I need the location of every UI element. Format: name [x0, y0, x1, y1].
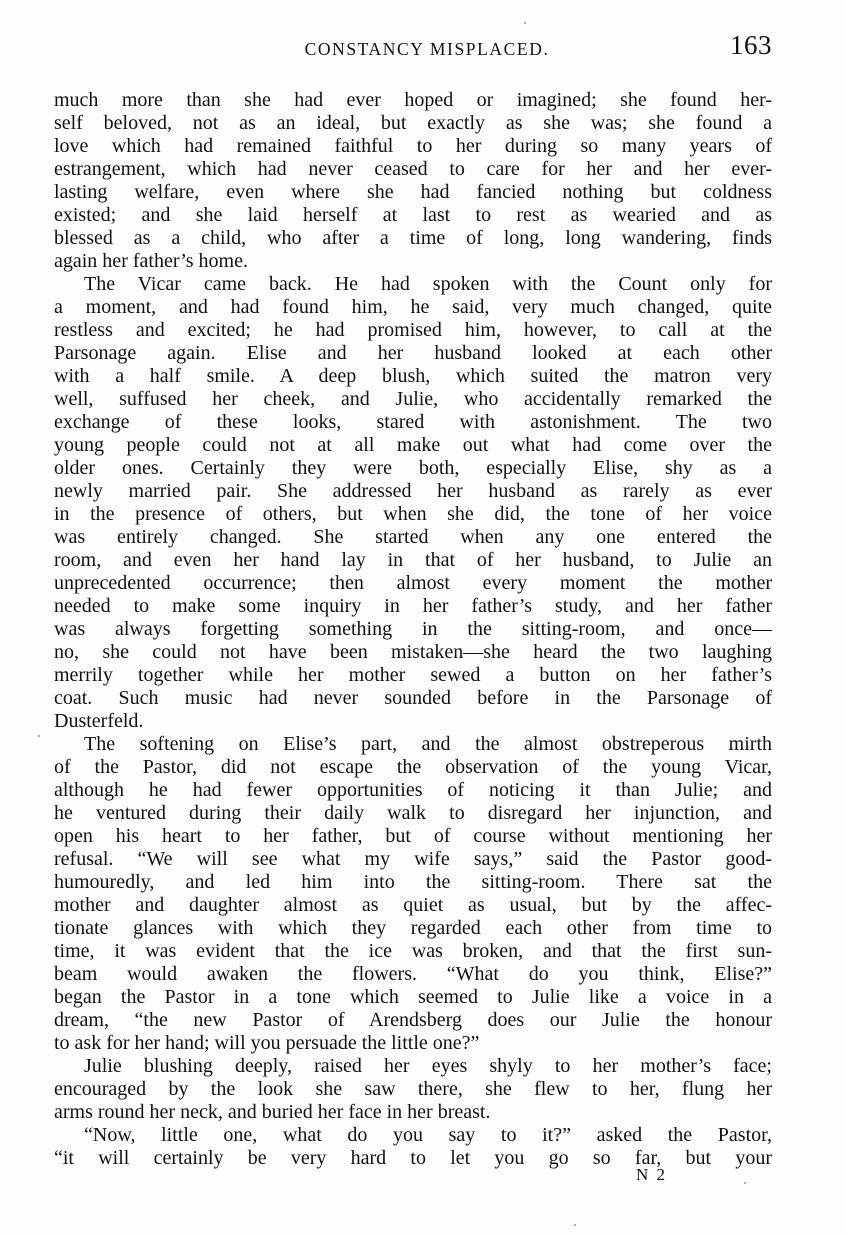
- text-line: he ventured during their daily walk to disregard her injunction, and: [54, 802, 772, 824]
- text-line: in the presence of others, but when she did, the tone of her voice: [54, 503, 772, 525]
- text-line: mother and daughter almost as quiet as usual, but by the affec-: [54, 894, 772, 916]
- print-speck: [524, 22, 526, 24]
- text-line: estrangement, which had never ceased to care for her and her ever-: [54, 158, 772, 180]
- text-line: newly married pair. She addressed her husband as rarely as ever: [54, 480, 772, 502]
- running-header: [54, 30, 772, 64]
- text-line: Julie blushing deeply, raised her eyes shyly to her mother’s face;: [84, 1055, 772, 1077]
- print-speck: [744, 1182, 746, 1184]
- text-line: much more than she had ever hoped or imagined; she found her-: [54, 89, 772, 111]
- text-line: humouredly, and led him into the sitting-room. There sat the: [54, 871, 772, 893]
- print-speck: [574, 1224, 576, 1226]
- text-line: The Vicar came back. He had spoken with the Count only for: [84, 273, 772, 295]
- text-line: restless and excited; he had promised him, however, to call at the: [54, 319, 772, 341]
- body-text: [54, 89, 772, 1170]
- page-number: 163: [730, 30, 772, 60]
- text-line: refusal. “We will see what my wife says,” said the Pastor good-: [54, 848, 772, 870]
- text-line: encouraged by the look she saw there, she flew to her, flung her: [54, 1078, 772, 1100]
- text-line: The softening on Elise’s part, and the almost obstreperous mirth: [84, 733, 772, 755]
- text-line: Parsonage again. Elise and her husband looked at each other: [54, 342, 772, 364]
- text-line: of the Pastor, did not escape the observation of the young Vicar,: [54, 756, 772, 778]
- text-line: love which had remained faithful to her during so many years of: [54, 135, 772, 157]
- text-line: coat. Such music had never sounded before in the Parsonage of: [54, 687, 772, 709]
- text-line: room, and even her hand lay in that of her husband, to Julie an: [54, 549, 772, 571]
- text-line: Dusterfeld.: [54, 710, 144, 732]
- text-line: merrily together while her mother sewed a button on her father’s: [54, 664, 772, 686]
- text-line: dream, “the new Pastor of Arendsberg does our Julie the honour: [54, 1009, 772, 1031]
- print-speck: [38, 735, 40, 737]
- text-line: blessed as a child, who after a time of long, long wandering, finds: [54, 227, 772, 249]
- signature-mark: N 2: [636, 1165, 668, 1184]
- text-line: “Now, little one, what do you say to it?” asked the Pastor,: [84, 1124, 772, 1146]
- text-line: open his heart to her father, but of course without mentioning her: [54, 825, 772, 847]
- text-line: to ask for her hand; will you persuade the little one?”: [54, 1032, 480, 1054]
- running-title: CONSTANCY MISPLACED.: [304, 39, 550, 59]
- text-line: self beloved, not as an ideal, but exactly as she was; she found a: [54, 112, 772, 134]
- text-line: well, suffused her cheek, and Julie, who accidentally remarked the: [54, 388, 772, 410]
- text-line: no, she could not have been mistaken—she heard the two laughing: [54, 641, 772, 663]
- text-line: exchange of these looks, stared with astonishment. The two: [54, 411, 772, 433]
- text-line: existed; and she laid herself at last to rest as wearied and as: [54, 204, 772, 226]
- text-line: beam would awaken the flowers. “What do you think, Elise?”: [54, 963, 772, 985]
- text-line: was always forgetting something in the sitting-room, and once—: [54, 618, 772, 640]
- text-line: although he had fewer opportunities of noticing it than Julie; and: [54, 779, 772, 801]
- text-line: time, it was evident that the ice was broken, and that the first sun-: [54, 940, 772, 962]
- text-line: young people could not at all make out what had come over the: [54, 434, 772, 456]
- text-line: tionate glances with which they regarded each other from time to: [54, 917, 772, 939]
- text-line: unprecedented occurrence; then almost every moment the mother: [54, 572, 772, 594]
- text-line: lasting welfare, even where she had fancied nothing but coldness: [54, 181, 772, 203]
- text-line: was entirely changed. She started when any one entered the: [54, 526, 772, 548]
- text-line: arms round her neck, and buried her face in her breast.: [54, 1101, 491, 1123]
- text-line: again her father’s home.: [54, 250, 248, 272]
- text-line: “it will certainly be very hard to let you go so far, but your: [54, 1147, 772, 1169]
- text-line: a moment, and had found him, he said, very much changed, quite: [54, 296, 772, 318]
- text-line: needed to make some inquiry in her father’s study, and her father: [54, 595, 772, 617]
- text-line: with a half smile. A deep blush, which suited the matron very: [54, 365, 772, 387]
- text-line: older ones. Certainly they were both, especially Elise, shy as a: [54, 457, 772, 479]
- text-line: began the Pastor in a tone which seemed to Julie like a voice in a: [54, 986, 772, 1008]
